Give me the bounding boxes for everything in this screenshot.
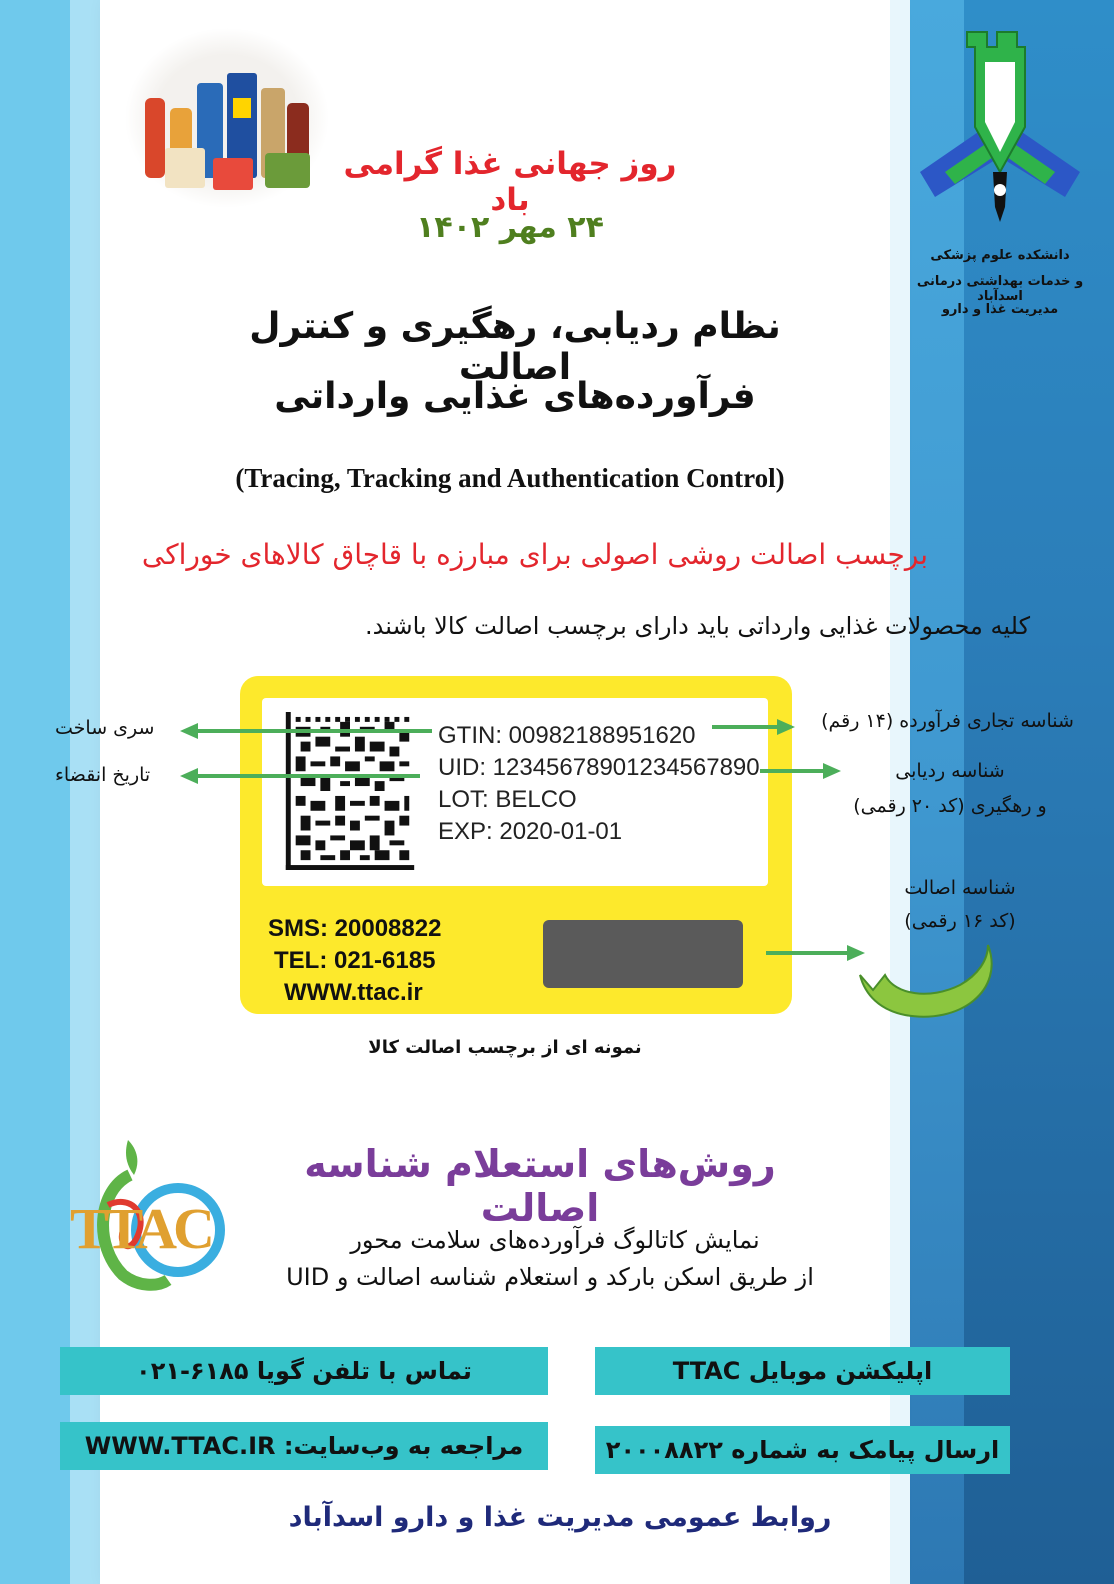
title-line-2: فرآورده‌های غذایی وارداتی [274, 376, 756, 417]
event-date: ۲۴ مهر ۱۴۰۲ [416, 210, 604, 245]
gtin-line: GTIN: 00982188951620 [438, 722, 696, 749]
serial-number-label: سری ساخت [55, 717, 155, 739]
methods-line-1: نمایش کاتالوگ فرآورده‌های سلامت محور [350, 1226, 760, 1254]
website-text: مراجعه به وب‌سایت: WWW.TTAC.IR [84, 1432, 524, 1460]
mobile-app-text: اپلیکشن موبایل TTAC [672, 1357, 933, 1385]
uid-description-1: شناسه ردیابی [895, 760, 1005, 782]
title-line-1: نظام ردیابی، رهگیری و کنترل اصالت [249, 306, 781, 388]
card-web: WWW.ttac.ir [284, 979, 423, 1006]
title-english: (Tracing, Tracking and Authentication Control) [235, 463, 785, 493]
footer-public-relations: روابط عمومی مدیریت غذا و دارو اسدآباد [288, 1502, 832, 1533]
gtin-description: شناسه تجاری فرآورده (۱۴ رقم) [821, 710, 1074, 732]
auth-code-description-1: شناسه اصالت [904, 877, 1016, 899]
auth-code-description-2: (کد ۱۶ رقمی) [904, 910, 1016, 932]
website-box [60, 1422, 548, 1470]
ttac-logo-text: TTAC [70, 1196, 211, 1261]
lot-line: LOT: BELCO [438, 786, 577, 813]
uid-line: UID: 12345678901234567890 [438, 754, 760, 781]
methods-line-2: از طریق اسکن بارکد و استعلام شناسه اصالت و UID [286, 1263, 814, 1291]
phone-contact-box [60, 1347, 548, 1395]
expiry-date-label: تاریخ انقضاء [55, 764, 151, 786]
import-requirement-statement: کلیه محصولات غذایی وارداتی باید دارای برچسب اصالت کالا باشند. [364, 612, 1030, 640]
world-food-day-greeting: روز جهانی غذا گرامی باد [343, 146, 677, 218]
sms-box [595, 1426, 1010, 1474]
card-tel: TEL: 021-6185 [274, 947, 436, 974]
org-line-2: و خدمات بهداشتی درمانی اسدآباد [916, 274, 1084, 304]
org-line-1: دانشکده علوم پزشکی [930, 248, 1070, 263]
card-sms: SMS: 20008822 [268, 915, 442, 942]
subtitle-anti-smuggling: برچسب اصالت روشی اصولی برای مبارزه با قاچاق کالاهای خوراکی [141, 538, 929, 571]
sms-text: ارسال پیامک به شماره ۲۰۰۰۸۸۲۲ [605, 1436, 1000, 1464]
mobile-app-box [595, 1347, 1010, 1395]
phone-contact-text: تماس با تلفن گویا ۶۱۸۵-۰۲۱ [136, 1357, 472, 1385]
methods-heading: روش‌های استعلام شناسه اصالت [304, 1142, 776, 1230]
label-sample-caption: نمونه ای از برچسب اصالت کالا [368, 1037, 642, 1058]
org-line-3: مدیریت غذا و دارو [941, 302, 1059, 317]
uid-description-2: و رهگیری (کد ۲۰ رقمی) [853, 795, 1047, 817]
exp-line: EXP: 2020-01-01 [438, 818, 623, 845]
